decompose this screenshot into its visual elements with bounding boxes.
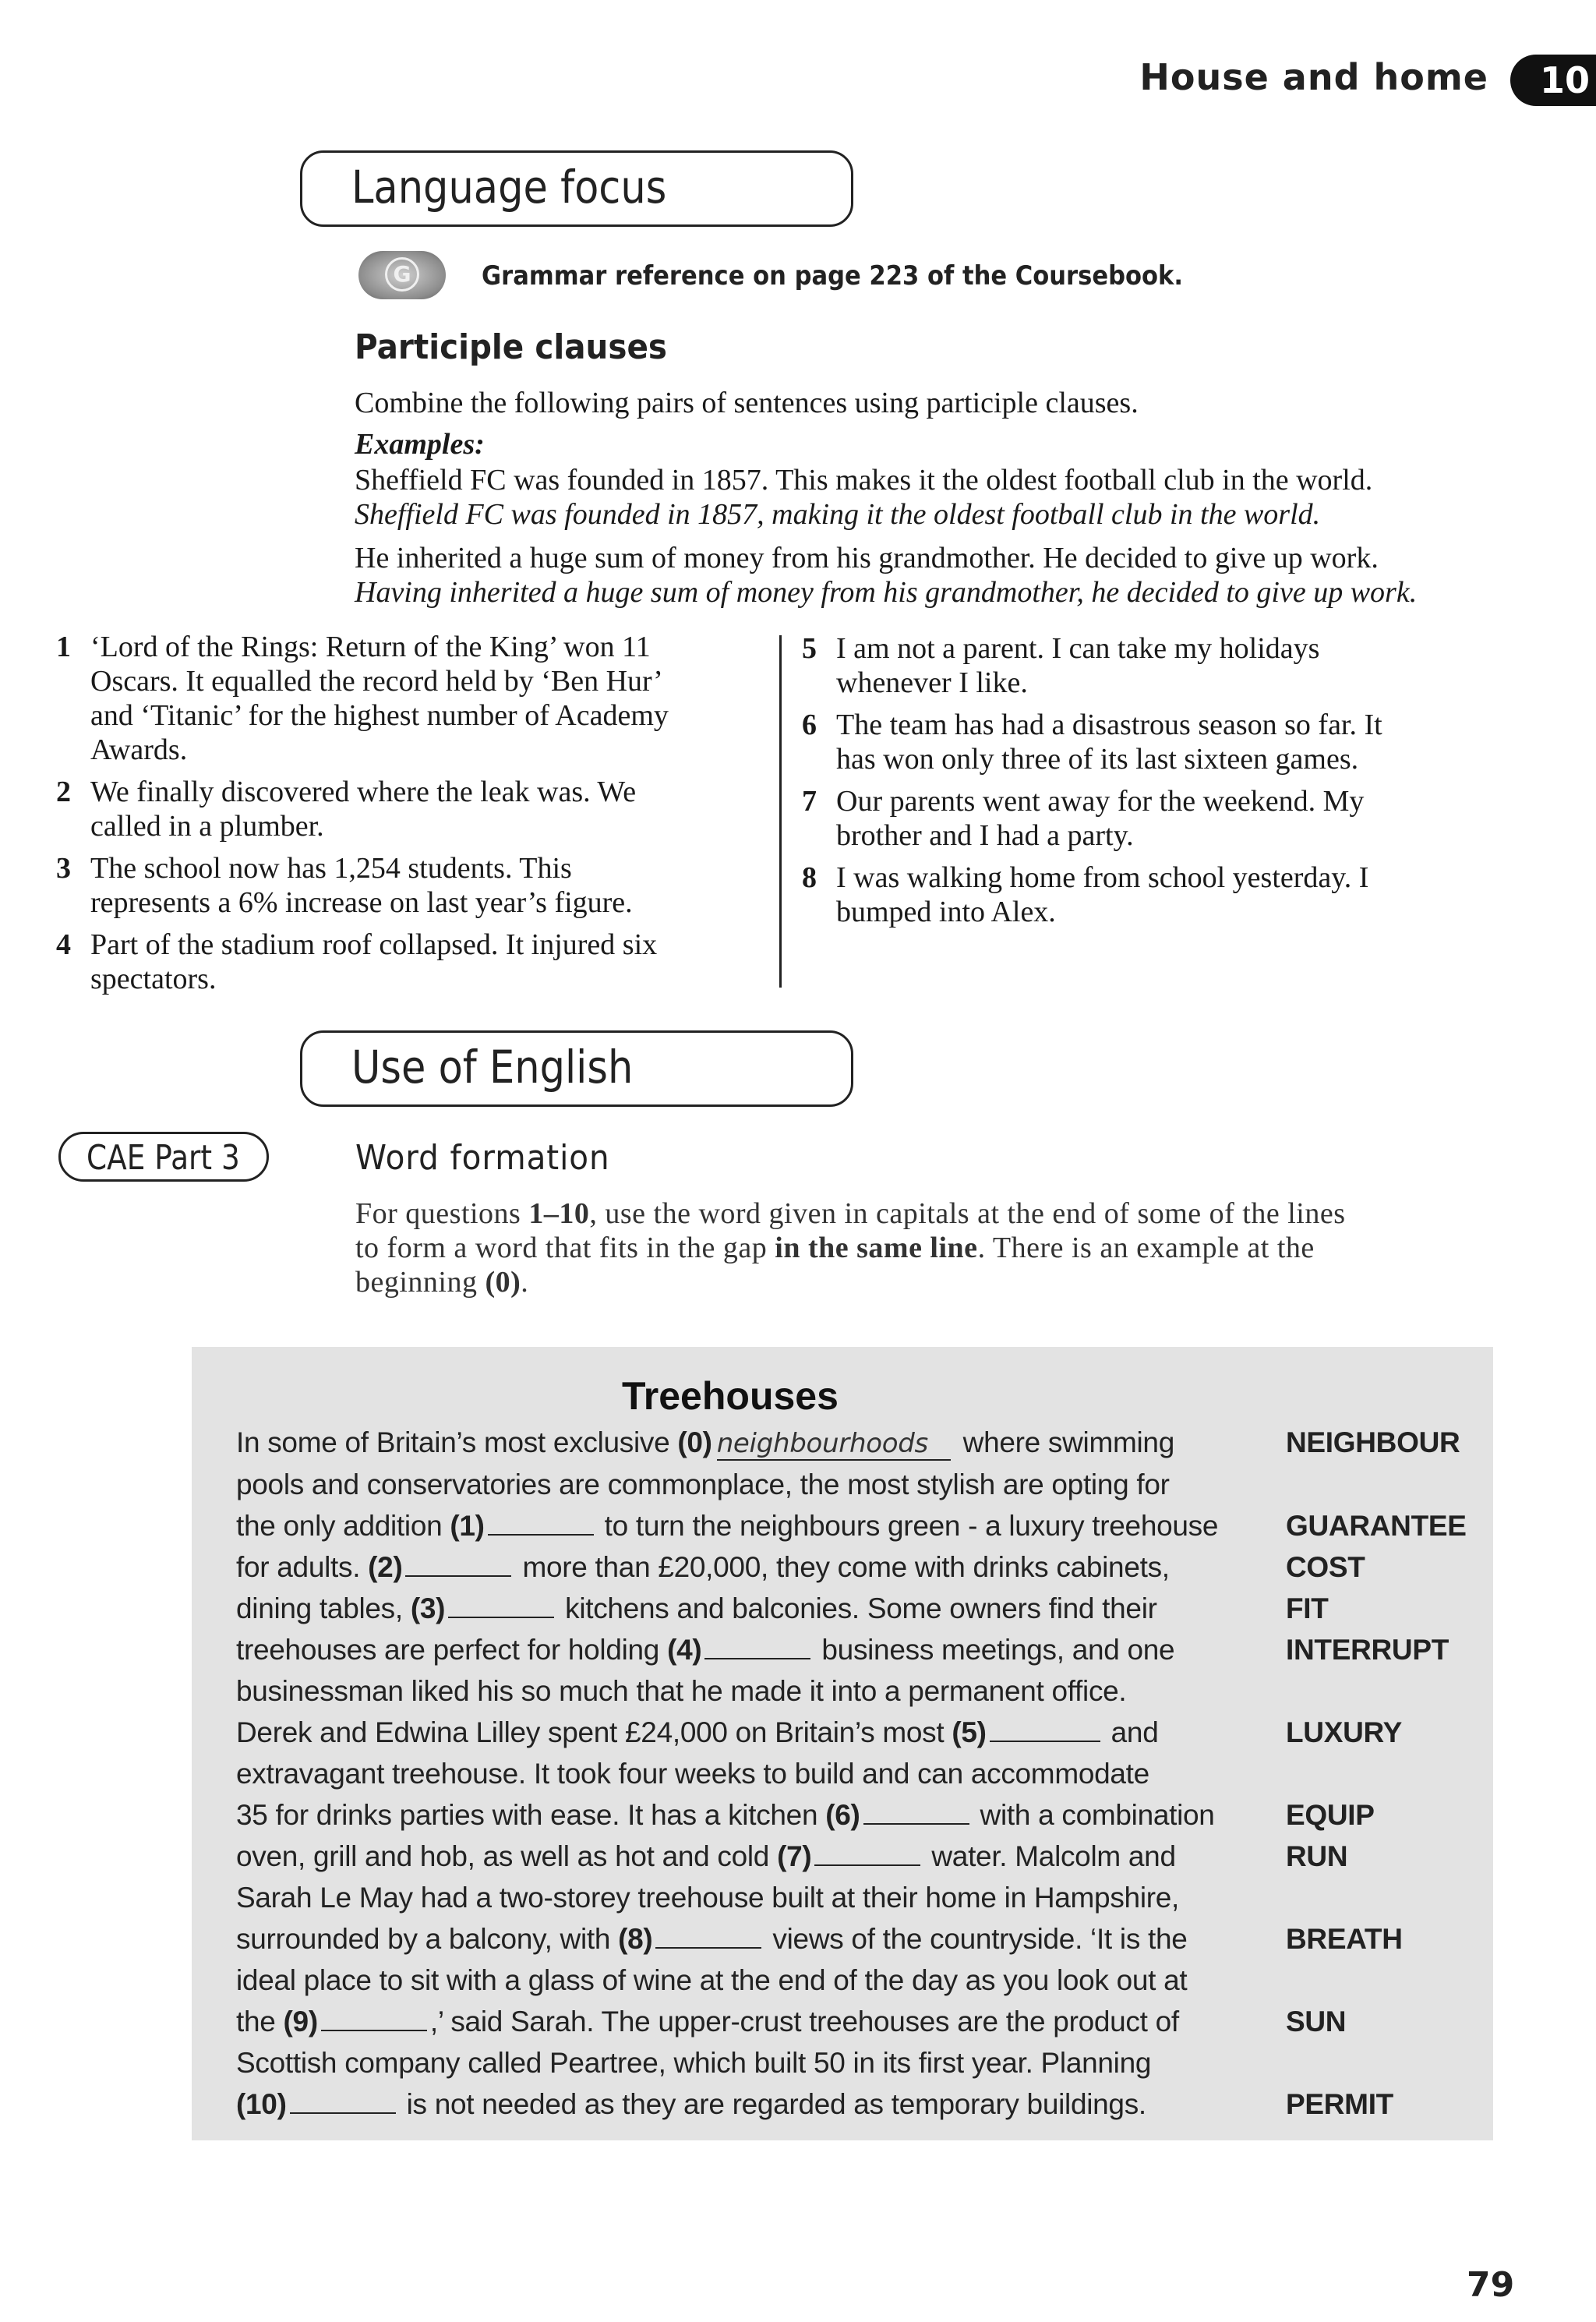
keyword-1: GUARANTEE — [1286, 1510, 1467, 1542]
gap-1 — [488, 1533, 594, 1536]
keyword-4: INTERRUPT — [1286, 1634, 1449, 1666]
keyword-5: LUXURY — [1286, 1716, 1402, 1748]
gap-5 — [990, 1740, 1100, 1742]
text-line-5: dining tables, (3) kitchens and balconies. Some owners find their — [236, 1592, 1157, 1624]
treehouses-title: Treehouses — [622, 1374, 839, 1418]
text-line-1: In some of Britain’s most exclusive (0) neighbourhoods where swimming — [236, 1426, 1174, 1459]
exercise-instruction: Combine the following pairs of sentences using participle clauses. — [355, 387, 1139, 419]
exercise-item-6: 6 The team has had a disastrous season so far. It has won only three of its last sixteen games. — [802, 709, 1382, 776]
text-line-9: extravagant treehouse. It took four weeks to build and can accommodate — [236, 1758, 1149, 1790]
keyword-9: SUN — [1286, 2006, 1347, 2037]
text-line-7: businessman liked his so much that he made it into a permanent office. — [236, 1675, 1127, 1707]
word-formation-instructions: For questions 1–10, use the word given in capitals at the end of some of the lines to form a word that fits in the gap in the same line. There is an example at the beginning (0). — [355, 1197, 1346, 1299]
text-line-12: Sarah Le May had a two-storey treehouse built at their home in Hampshire, — [236, 1882, 1180, 1914]
grammar-reference-icon: G — [358, 251, 446, 299]
text-line-17: (10) is not needed as they are regarded as temporary buildings. — [236, 2088, 1146, 2120]
use-of-english-heading: Use of English — [351, 1041, 634, 1094]
keyword-0: NEIGHBOUR — [1286, 1426, 1460, 1458]
example-2-answer: Having inherited a huge sum of money from his grandmother, he decided to give up work. — [355, 576, 1418, 609]
example-1-answer: Sheffield FC was founded in 1857, making it the oldest football club in the world. — [355, 498, 1321, 531]
exercise-item-1: 1 ‘Lord of the Rings: Return of the King’ won 11 Oscars. It equalled the record held by ‘Ben Hur’ and ‘Titanic’ for the highest number of Academy Awards. — [56, 631, 669, 766]
text-line-2: pools and conservatories are commonplace, the most stylish are opting for — [236, 1468, 1170, 1500]
text-line-3: the only addition (1) to turn the neighbours green - a luxury treehouse — [236, 1510, 1219, 1542]
page-number: 79 — [1467, 2265, 1515, 2305]
gap-10 — [290, 2112, 396, 2114]
gap-8 — [655, 1946, 761, 1949]
keyword-10: PERMIT — [1286, 2088, 1393, 2120]
keyword-7: RUN — [1286, 1840, 1348, 1872]
gap-6 — [863, 1822, 969, 1825]
word-formation-heading: Word formation — [355, 1138, 610, 1178]
text-line-11: oven, grill and hob, as well as hot and cold (7) water. Malcolm and — [236, 1840, 1176, 1872]
example-1-original: Sheffield FC was founded in 1857. This makes it the oldest football club in the world. — [355, 464, 1373, 497]
gap-9 — [321, 2029, 427, 2031]
exercise-item-4: 4 Part of the stadium roof collapsed. It injured six spectators. — [56, 928, 658, 995]
column-divider — [779, 635, 782, 988]
chapter-title: House and home — [1139, 56, 1488, 98]
keyword-3: FIT — [1286, 1592, 1329, 1624]
examples-label: Examples: — [355, 428, 485, 461]
exercise-item-5: 5 I am not a parent. I can take my holidays whenever I like. — [802, 632, 1320, 699]
example-2-original: He inherited a huge sum of money from his grandmother. He decided to give up work. — [355, 542, 1379, 574]
use-of-english-heading-box — [300, 1030, 853, 1107]
exercise-item-7: 7 Our parents went away for the weekend. My brother and I had a party. — [802, 785, 1365, 852]
text-line-4: for adults. (2) more than £20,000, they come with drinks cabinets, — [236, 1551, 1170, 1583]
language-focus-heading: Language focus — [351, 161, 667, 214]
exercise-item-8: 8 I was walking home from school yesterday. I bumped into Alex. — [802, 861, 1369, 928]
exercise-item-3: 3 The school now has 1,254 students. This represents a 6% increase on last year’s figure. — [56, 852, 633, 919]
gap-3 — [448, 1616, 554, 1618]
gap-7 — [814, 1864, 920, 1866]
text-line-16: Scottish company called Peartree, which built 50 in its first year. Planning — [236, 2047, 1152, 2079]
text-line-8: Derek and Edwina Lilley spent £24,000 on Britain’s most (5) and — [236, 1716, 1159, 1748]
text-line-13: surrounded by a balcony, with (8) views of the countryside. ‘It is the — [236, 1923, 1188, 1955]
grammar-reference-note: Grammar reference on page 223 of the Coursebook. — [482, 260, 1184, 292]
keyword-8: BREATH — [1286, 1923, 1403, 1955]
gap-4 — [704, 1657, 810, 1659]
text-line-15: the (9) ,’ said Sarah. The upper-crust treehouses are the product of — [236, 2006, 1179, 2037]
cae-part-badge: CAE Part 3 — [58, 1132, 269, 1182]
exercise-item-2: 2 We finally discovered where the leak was. We called in a plumber. — [56, 776, 637, 843]
gap-2 — [405, 1575, 511, 1577]
participle-clauses-heading: Participle clauses — [355, 327, 668, 367]
keyword-2: COST — [1286, 1551, 1365, 1583]
text-line-6: treehouses are perfect for holding (4) business meetings, and one — [236, 1634, 1175, 1666]
text-line-10: 35 for drinks parties with ease. It has a kitchen (6) with a combination — [236, 1799, 1215, 1831]
chapter-number-tab: 10 — [1510, 55, 1596, 106]
language-focus-heading-box — [300, 150, 853, 227]
text-line-14: ideal place to sit with a glass of wine at the end of the day as you look out at — [236, 1964, 1188, 1996]
keyword-6: EQUIP — [1286, 1799, 1375, 1831]
example-answer: neighbourhoods — [717, 1428, 951, 1461]
